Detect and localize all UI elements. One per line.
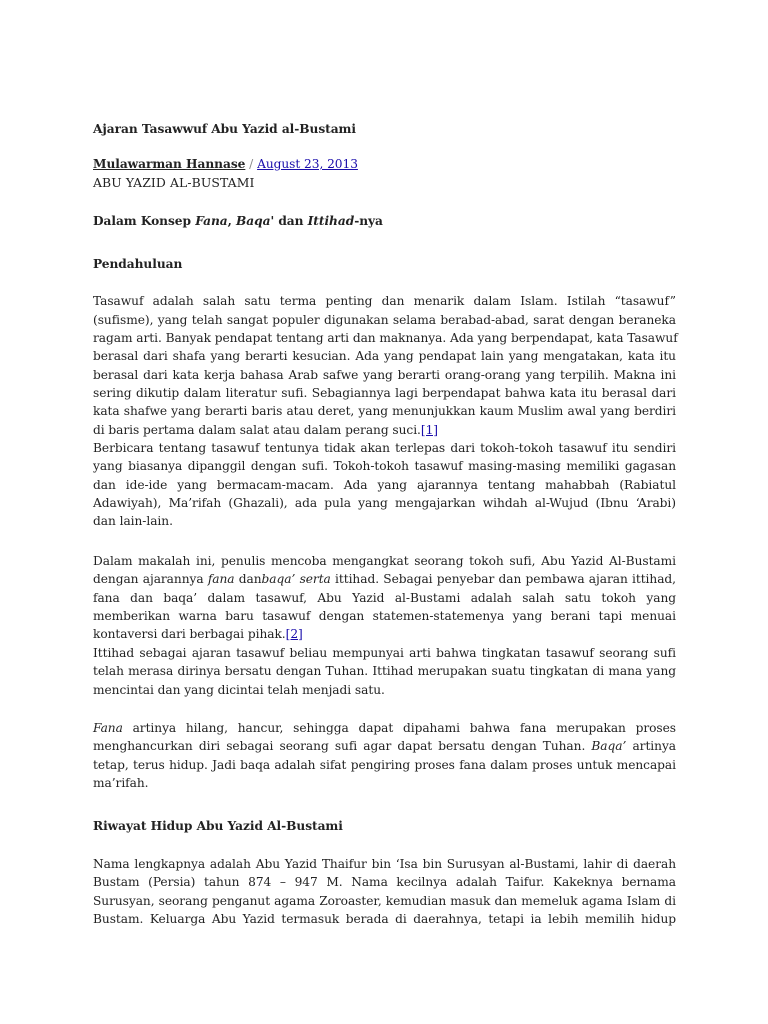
- paragraph-line: dan ide-ide yang bermacam-macam. Ada yang ajarannya tentang mahabbah (Rabiatul: [93, 478, 676, 492]
- paragraph-line: dan lain-lain.: [93, 514, 173, 528]
- paragraph-line: [93, 570, 676, 588]
- byline: [93, 155, 358, 173]
- paragraph-line: Bustam (Persia) tahun 874 – 947 M. Nama kecilnya adalah Taifur. Kakeknya bernama: [93, 875, 676, 889]
- paragraph-line: ma’rifah.: [93, 776, 149, 790]
- paragraph-text: menghancurkan diri sebagai seorang sufi agar dapat bersatu dengan Tuhan.: [93, 739, 592, 753]
- paragraph-line: Berbicara tentang tasawuf tentunya tidak akan terlepas dari tokoh-tokoh tasawuf itu sendiri: [93, 441, 676, 455]
- paragraph-line: sering dikutip dalam literatur sufi. Sebagiannya lagi berpendapat bahwa kata itu berasal dari: [93, 386, 676, 400]
- paragraph-line: ragam arti. Banyak pendapat tentang arti dan maknanya. Ada yang berpendapat, kata Tasawuf: [93, 331, 678, 345]
- footnote-link-2[interactable]: [2]: [285, 627, 303, 641]
- concept-heading: [93, 212, 383, 230]
- subject-heading: ABU YAZID AL-BUSTAMI: [93, 175, 255, 190]
- term-fana: fana: [207, 572, 235, 586]
- paragraph-line: [93, 421, 438, 439]
- concept-fana: Fana: [195, 214, 228, 228]
- term-baqa: Baqa’: [591, 739, 627, 753]
- paragraph-line: memberikan warna baru tasawuf dengan statemen-statemenya yang berani tapi menuai: [93, 609, 676, 623]
- paragraph-line: yang biasanya dipanggil dengan sufi. Tokoh-tokoh tasawuf masing-masing memiliki gagasan: [93, 459, 676, 473]
- paragraph-line: telah merasa dirinya bersatu dengan Tuhan. Ittihad merupakan suatu tingkatan di mana yang: [93, 664, 676, 678]
- paragraph-text: kontaversi dari berbagai pihak.: [93, 627, 286, 641]
- paragraph-line: Surusyan, seorang penganut agama Zoroaster, kemudian masuk dan memeluk agama Islam di: [93, 894, 676, 908]
- concept-baqa: Baqa: [236, 214, 271, 228]
- concept-mid: ' dan: [270, 214, 308, 228]
- paragraph-line: Ittihad sebagai ajaran tasawuf beliau mempunyai arti bahwa tingkatan tasawuf seorang sufi: [93, 646, 676, 660]
- byline-separator: /: [245, 157, 258, 171]
- paragraph-line: (sufisme), yang telah sangat populer digunakan selama berabad-abad, sarat dengan beraneka: [93, 313, 676, 327]
- paragraph-line: Nama lengkapnya adalah Abu Yazid Thaifur bin ‘Isa bin Surusyan al-Bustami, lahir di daerah: [93, 857, 676, 871]
- paragraph-line: Bustam. Keluarga Abu Yazid termasuk berada di daerahnya, tetapi ia lebih memilih hidup: [93, 912, 676, 926]
- paragraph-line: berasal dari kata kerja bahasa Arab safwe yang berarti orang-orang yang terpilih. Makna ini: [93, 368, 676, 382]
- paragraph-line: Adawiyah), Ma’rifah (Ghazali), ada pula yang mengajarkan wihdah al-Wujud (Ibnu ‘Arabi): [93, 496, 676, 510]
- term-baqa: baqa’ serta: [261, 572, 331, 586]
- paragraph-line: [93, 719, 676, 737]
- concept-prefix: Dalam Konsep: [93, 214, 196, 228]
- paragraph-text: artinya hilang, hancur, sehingga dapat dipahami bahwa fana merupakan proses: [122, 721, 676, 735]
- footnote-link-1[interactable]: [1]: [420, 423, 438, 437]
- paragraph-text: di baris pertama dalam salat atau dalam perang suci.: [93, 423, 421, 437]
- concept-ittihad: Ittihad: [307, 214, 355, 228]
- paragraph-line: fana dan baqa’ dalam tasawuf, Abu Yazid al-Bustami adalah salah satu tokoh yang: [93, 591, 676, 605]
- concept-suffix: -nya: [354, 214, 383, 228]
- section-heading-riwayat: Riwayat Hidup Abu Yazid Al-Bustami: [93, 819, 343, 833]
- paragraph-line: kata shafwe yang berarti baris atau deret, yang menunjukkan kaum Muslim awal yang berdiri: [93, 404, 676, 418]
- date-link[interactable]: August 23, 2013: [257, 157, 358, 171]
- paragraph-text: ittihad. Sebagai penyebar dan pembawa ajaran ittihad,: [330, 572, 676, 586]
- paragraph-text: dengan ajarannya: [93, 572, 208, 586]
- paragraph-line: tetap, terus hidup. Jadi baqa adalah sifat pengiring proses fana dalam proses untuk mencapai: [93, 758, 676, 772]
- term-fana: Fana: [93, 721, 123, 735]
- paragraph-line: berasal dari shafa yang berarti kesucian. Ada yang pendapat lain yang mengatakan, kata itu: [93, 349, 676, 363]
- paragraph-text: dan: [234, 572, 262, 586]
- paragraph-text: artinya: [626, 739, 676, 753]
- paragraph-line: [93, 737, 676, 755]
- paragraph-line: Tasawuf adalah salah satu terma penting dan menarik dalam Islam. Istilah “tasawuf”: [93, 294, 676, 308]
- author-link[interactable]: Mulawarman Hannase: [93, 157, 246, 171]
- paragraph-line: mencintai dan yang dicintai telah menjadi satu.: [93, 683, 385, 697]
- paragraph-line: Dalam makalah ini, penulis mencoba mengangkat seorang tokoh sufi, Abu Yazid Al-Bustami: [93, 554, 676, 568]
- paragraph-line: [93, 625, 303, 643]
- concept-comma: ,: [227, 214, 237, 228]
- section-heading-intro: Pendahuluan: [93, 257, 183, 271]
- article-title: Ajaran Tasawwuf Abu Yazid al-Bustami: [93, 122, 356, 136]
